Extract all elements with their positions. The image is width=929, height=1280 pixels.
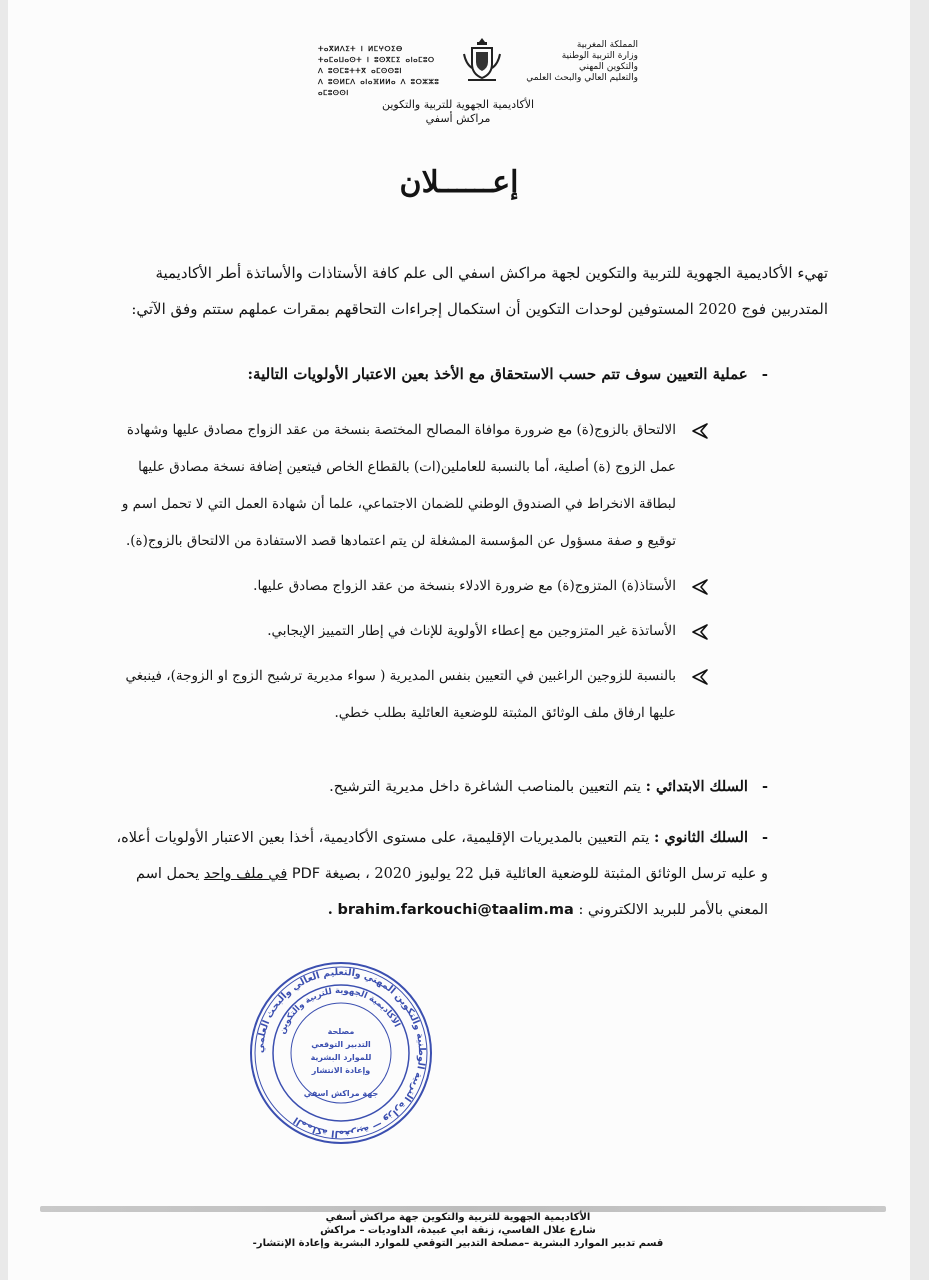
ministry-header-arabic <box>508 40 638 84</box>
document-page <box>8 0 910 1280</box>
email-intro-text: يحمل اسم المعني بالأمر للبريد الالكتروني : <box>136 866 768 918</box>
academy-line: مراكش أسفي <box>425 112 491 125</box>
list-item-text: بالنسبة للزوجين الراغبين في التعيين بنفس المديرية ( سواء مديرية ترشيح الزوج او الزوجة)، فينبغي عليها ارفاق ملف الوثائق المثبتة للوضعية العائلية بطلب خطي. <box>125 668 676 721</box>
intro-paragraph: تهيء الأكاديمية الجهوية للتربية والتكوين لجهة مراكش اسفي الى علم كافة الأستاذات والأساتذة أطر الأكاديمية المتدربين فوج 2020 المستوفين لوحدات التكوين أن استكمال إجراءات التحاقهم بمقرات عملهم ستتم وفق الآتي: <box>131 264 828 318</box>
official-stamp <box>246 958 436 1148</box>
section-heading <box>108 365 768 383</box>
sentence-end: . <box>327 901 333 918</box>
list-item-text: الالتحاق بالزوج(ة) مع ضرورة موافاة المصالح المختصة بنسخة من عقد الزواج مصادق عليها وشهادة عمل الزوج (ة) أصلية، أما بالنسبة للعاملين(ات) بالقطاع الخاص فيتعين إضافة نسخة مصادق عليها لبطاقة الانخراط في الصندوق الوطني للضمان الاجتماعي، علما أن شهادة العمل التي لا تحمل اسم و توقيع و صفة مسؤول عن المؤسسة المشغلة لن يتم اعتمادها قصد الاستفادة من الالتحاق بالزوج(ة). <box>121 422 676 549</box>
ministry-header-tifinagh <box>318 44 458 99</box>
arrowhead-bullet-icon <box>690 421 710 441</box>
dash-bullet-icon: - <box>761 365 768 383</box>
list-item <box>98 658 676 732</box>
single-file-note: في ملف واحد <box>203 866 288 882</box>
secondary-level-text: يتم التعيين بالمديريات الإقليمية، على مستوى الأكاديمية، أخذا بعين الاعتبار الأولويات أعلاه، و عليه ترسل الوثائق المثبتة للوضعية العائلية قبل 22 يوليوز 2020 ، بصيغة <box>116 830 768 882</box>
list-item <box>98 412 676 560</box>
stamp-center-line: وإعادة الانتشار <box>311 1066 371 1075</box>
stamp-center-line: مصلحة <box>327 1027 355 1036</box>
stamp-inner-text: الأكاديمية الجهوية للتربية والتكوين <box>277 985 402 1036</box>
footer-line: شارع علال الفاسي، زنقة ابي عبيدة، الداوديات – مراكش <box>320 1225 596 1236</box>
dash-bullet-icon: - <box>761 778 768 795</box>
footer-line: قسم تدبير الموارد البشرية –مصلحة التدبير التوقعي للموارد البشرية وإعادة الإنتشار- <box>252 1238 664 1249</box>
royal-emblem-icon <box>460 36 504 84</box>
contact-email-link[interactable]: brahim.farkouchi@taalim.ma <box>337 902 574 918</box>
section-heading-text: عملية التعيين سوف تتم حسب الاستحقاق مع الأخذ بعين الاعتبار الأولويات التالية: <box>247 365 748 383</box>
primary-level-label: السلك الابتدائي : <box>645 778 748 795</box>
pdf-format-label: PDF <box>291 866 321 882</box>
header-line: ⴷ ⵓⵙⵍⵎⴷ ⴰⵏⴰⴼⵍⵍⴰ ⴷ ⵓⵔⵣⵣⵓ ⴰⵎⵓⵙⵙⵏ <box>318 78 440 97</box>
primary-level-paragraph <box>108 778 768 795</box>
list-item-text: الأساتذة غير المتزوجين مع إعطاء الأولوية للإناث في إطار التمييز الإيجابي. <box>267 623 676 639</box>
list-item <box>98 613 676 650</box>
header-line: والتعليم العالي والبحث العلمي <box>526 73 638 83</box>
header-line: ⴷ ⵓⵙⵎⵓⵜⵜⴳ ⴰⵎⵙⵙⵓⵏ <box>318 67 402 75</box>
header-line: وزارة التربية الوطنية <box>561 51 638 61</box>
header-line: والتكوين المهني <box>579 62 638 72</box>
arrowhead-bullet-icon <box>690 622 710 642</box>
arrowhead-bullet-icon <box>690 577 710 597</box>
list-item-text: الأستاذ(ة) المتزوج(ة) مع ضرورة الادلاء بنسخة من عقد الزواج مصادق عليها. <box>253 578 676 594</box>
secondary-level-paragraph <box>108 820 768 928</box>
header-line: المملكة المغربية <box>576 40 638 50</box>
academy-header <box>308 98 608 126</box>
stamp-center-line: للموارد البشرية <box>310 1053 372 1062</box>
stamp-outer-text: المملكة المغربية — وزارة التربية الوطنية والتكوين المهني والتعليم العالي والبحث العلمي <box>254 966 428 1140</box>
header-line: ⵜⴰⴳⵍⴷⵉⵜ ⵏ ⵍⵎⵖⵔⵉⴱ <box>318 45 403 53</box>
header-line: ⵜⴰⵎⴰⵡⴰⵙⵜ ⵏ ⵓⵙⴳⵎⵉ ⴰⵏⴰⵎⵓⵔ <box>318 56 435 64</box>
page-title: إعــــــلان <box>399 165 519 200</box>
dash-bullet-icon: - <box>761 829 768 846</box>
priorities-list <box>98 412 676 740</box>
academy-line: الأكاديمية الجهوية للتربية والتكوين <box>381 98 535 111</box>
stamp-bottom-text: جهة مراكش اسفي <box>303 1089 379 1098</box>
list-item <box>98 568 676 605</box>
primary-level-text: يتم التعيين بالمناصب الشاغرة داخل مديرية الترشيح. <box>329 779 642 795</box>
footer-address <box>248 1211 668 1250</box>
secondary-level-label: السلك الثانوي : <box>654 829 748 846</box>
footer-line: الأكاديمية الجهوية للتربية والتكوين جهة مراكش أسفي <box>325 1212 591 1223</box>
stamp-center-line: التدبير التوقعي <box>311 1040 371 1049</box>
arrowhead-bullet-icon <box>690 667 710 687</box>
